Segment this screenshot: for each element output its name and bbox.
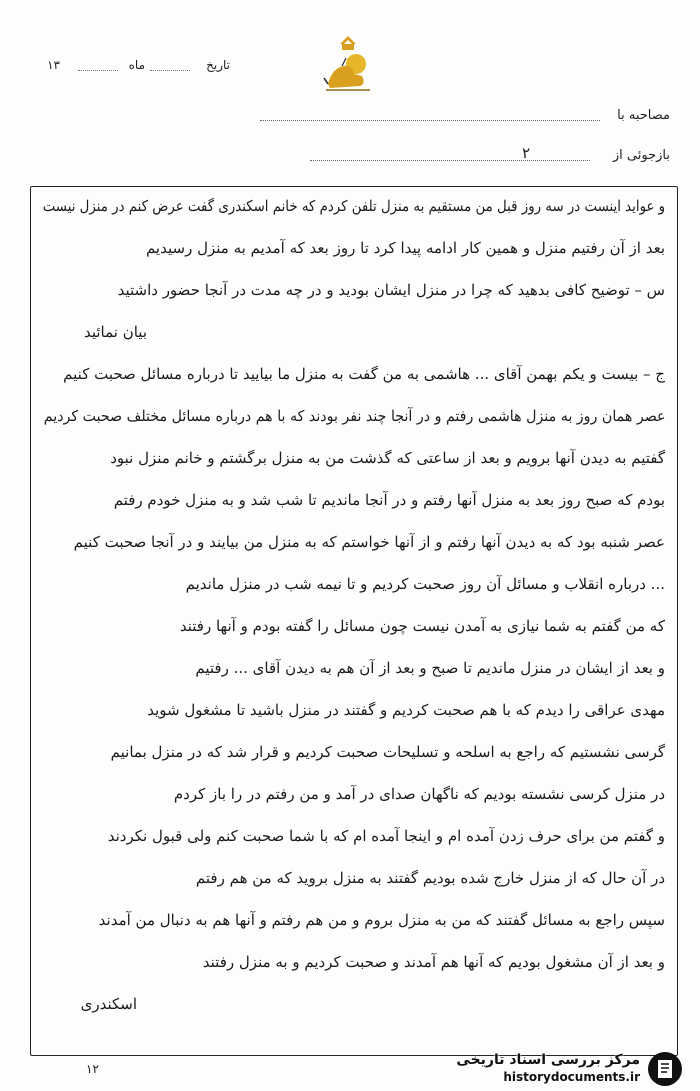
archive-logo-icon <box>646 1050 684 1088</box>
student-field <box>310 144 670 168</box>
handwritten-line: در منزل کرسی نشسته بودیم که ناگهان صدای در آمد و من رفتم در را باز کردم <box>173 785 665 803</box>
handwritten-line: ... درباره انقلاب و مسائل آن روز صحبت کردیم و تا نیمه شب در منزل ماندیم <box>185 575 665 593</box>
handwritten-line: بیان نمائید <box>83 323 147 341</box>
handwritten-line: و عواید اینست در سه روز قبل من مستقیم به منزل تلفن کردم که خانم اسکندری گفت عرض کنم در منزل نیست <box>42 197 665 215</box>
interview-label: مصاحبه با <box>617 108 670 123</box>
handwritten-line: و گفتم من برای حرف زدن آمده ام و اینجا آمده ام که با شما صحبت کنم ولی قبول نکردند <box>107 827 665 845</box>
month-label: ماه <box>128 58 145 72</box>
form-header <box>0 0 700 180</box>
handwritten-line: عصر شنبه بود که به دیدن آنها رفتم و از آنها خواستم که به منزل من بیایند و در آنجا صحبت کنیم <box>73 533 665 551</box>
student-label: بازجوئی از <box>612 148 670 163</box>
handwritten-line: مهدی عراقی را دیدم که با هم صحبت کردیم و گفتند در منزل باشید تا مشغول شوید <box>147 701 665 719</box>
handwritten-line: گفتیم به دیدن آنها برویم و بعد از ساعتی که گذشت من به منزل برگشتم و خانم منزل نبود <box>110 449 665 467</box>
handwritten-line: بعد از آن رفتیم منزل و همین کار ادامه پیدا کرد تا روز بعد که آمدیم به منزل رسیدیم <box>145 239 665 257</box>
handwritten-line: ج – بیست و یکم بهمن آقای ... هاشمی به من گفت به منزل ما بیایید تا درباره مسائل صحبت کنیم <box>63 365 665 383</box>
year-label: ۱۳ <box>47 58 60 72</box>
handwritten-line: عصر همان روز به منزل هاشمی رفتم و در آنجا چند نفر بودند که با هم درباره مسائل مختلف صحبت کردیم <box>43 407 665 425</box>
handwritten-line: س – توضیح کافی بدهید که چرا در منزل ایشان بودید و در چه مدت در آنجا حضور داشتید <box>117 281 665 299</box>
interview-field <box>260 108 670 128</box>
lion-and-sun-emblem-icon <box>322 34 374 94</box>
date-label: تاریخ <box>206 58 230 72</box>
date-field <box>30 58 230 78</box>
handwritten-line: در آن حال که از منزل خارج شده بودیم گفتند به منزل بروید که من هم رفتم <box>195 869 665 887</box>
handwritten-line: و بعد از آن مشغول بودیم که آنها هم آمدند و صحبت کردیم و به منزل رفتند <box>202 953 665 971</box>
signature: اسکندری <box>80 995 137 1013</box>
student-value: ۲ <box>521 144 530 162</box>
handwritten-line: که من گفتم به شما نیازی به آمدن نیست چون مسائل را گفته بودم و آنها رفتند <box>179 617 665 635</box>
student-line <box>310 160 590 161</box>
handwritten-line: سپس راجع به مسائل گفتند که من به منزل بروم و من هم رفتم و آنها هم به دنبال من آمدند <box>98 911 665 929</box>
handwritten-sheet <box>30 186 678 1056</box>
watermark-url: historydocuments.ir <box>503 1070 640 1084</box>
page-note: ۱۲ <box>86 1062 99 1076</box>
date-month-line <box>78 58 118 71</box>
handwritten-line: بودم که صبح روز بعد به منزل آنها رفتم و در آنجا ماندیم تا شب شد و به منزل خودم رفتم <box>113 491 665 509</box>
handwritten-line: گرسی نشستیم که راجع به اسلحه و تسلیحات صحبت کردیم و قرار شد که در منزل بمانیم <box>110 743 665 761</box>
handwritten-line: و بعد از ایشان در منزل ماندیم تا صبح و بعد از آن هم به دیدن آقای ... رفتیم <box>195 659 665 677</box>
archive-watermark <box>392 1050 692 1088</box>
date-day-line <box>150 58 190 71</box>
watermark-name: مرکز بررسی اسناد تاریخی <box>456 1052 640 1068</box>
interview-line <box>260 120 600 121</box>
